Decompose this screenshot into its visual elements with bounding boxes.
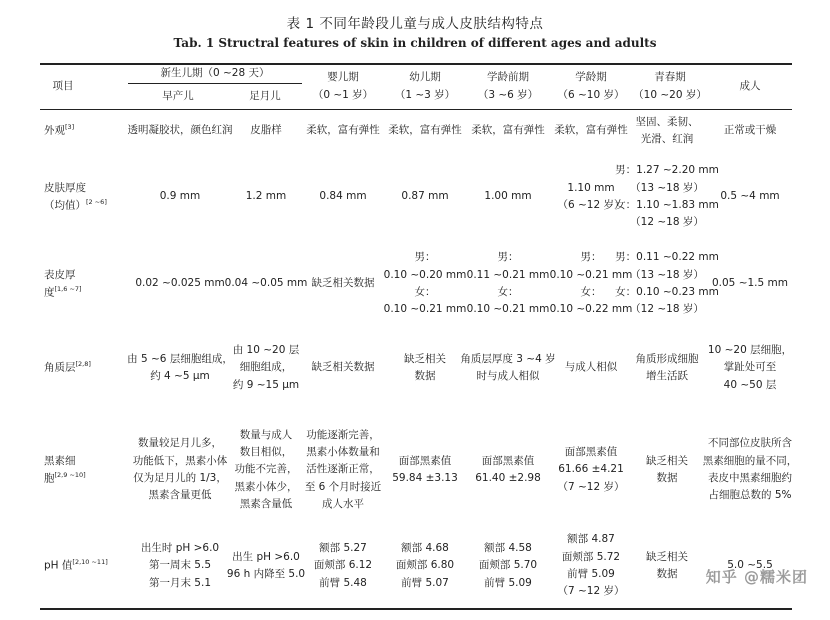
- cell-epidermis-thickness-col7: 男：0.11 ~0.22 mm （13 ~18 岁） 女：0.10 ~0.23 mm （12 ~18 岁）: [615, 251, 719, 316]
- cell-epidermis-thickness-col8: 0.05 ~1.5 mm: [711, 277, 788, 290]
- header-preterm: 早产儿: [162, 89, 194, 102]
- cell-appearance-col1: 透明凝胶状，颜色红润: [127, 124, 233, 137]
- cell-appearance-col8: 正常或干燥: [723, 124, 777, 137]
- header-youth: 青春期 （10 ~20 岁）: [633, 70, 707, 101]
- citation-ref: [2,9 ~10]: [54, 471, 86, 479]
- cell-ph-value-col5: 额部 4.58 面颊部 5.70 前臂 5.09: [478, 542, 538, 589]
- cell-melanocytes-col6: 面部黑素值 61.66 ±4.21 （7 ~12 岁）: [557, 446, 625, 493]
- cell-epidermis-thickness-col5: 男： 0.11 ~0.21 mm 女： 0.10 ~0.21 mm: [466, 251, 550, 316]
- cell-stratum-corneum-col5: 角质层厚度 3 ~4 岁 时与成人相似: [460, 352, 556, 382]
- cell-stratum-corneum-col8: 10 ~20 层细胞， 掌趾处可至 40 ~50 层: [707, 344, 793, 391]
- row-label-stratum-corneum: 角质层[2,8]: [44, 360, 91, 374]
- cell-stratum-corneum-col2: 由 10 ~20 层 细胞组成， 约 9 ~15 μm: [232, 344, 300, 391]
- cell-epidermis-thickness-col1: 0.02 ~0.025 mm: [135, 277, 225, 290]
- table-title-chinese: 表 1 不同年龄段儿童与成人皮肤结构特点: [286, 16, 544, 32]
- cell-ph-value-col7: 缺乏相关 数据: [646, 550, 688, 580]
- table-title-english: Tab. 1 Structral features of skin in children of different ages and adults: [173, 36, 657, 50]
- cell-melanocytes-col5: 面部黑素值 61.40 ±2.98: [475, 454, 541, 484]
- cell-epidermis-thickness-col6: 男： 0.10 ~0.21 mm 女： 0.10 ~0.22 mm: [549, 251, 633, 316]
- cell-ph-value-col1: 出生时 pH >6.0 第一周末 5.5 第一月末 5.1: [140, 542, 220, 589]
- cell-appearance-col6: 柔软，富有弹性: [554, 124, 628, 137]
- cell-melanocytes-col1: 数量较足月儿多， 功能低下，黑素小体 仅为足月儿的 1/3， 黑素含量更低: [132, 437, 228, 502]
- cell-skin-thickness-col2: 1.2 mm: [245, 190, 287, 203]
- row-label-melanocytes: 黑素细 胞[2,9 ~10]: [44, 454, 86, 485]
- cell-ph-value-col6: 额部 4.87 面颊部 5.72 前臂 5.09 （7 ~12 岁）: [557, 533, 625, 598]
- watermark: 知乎 @糯米团: [705, 568, 808, 586]
- cell-stratum-corneum-col4: 缺乏相关 数据: [404, 352, 446, 382]
- cell-appearance-col5: 柔软，富有弹性: [471, 124, 545, 137]
- cell-appearance-col3: 柔软，富有弹性: [306, 124, 380, 137]
- cell-melanocytes-col3: 功能逐渐完善， 黑素小体数量和 活性逐渐正常， 至 6 个月时接近 成人水平: [304, 428, 382, 510]
- header-bottom-rule: [40, 109, 792, 110]
- row-label-ph-value: pH 值[2,10 ~11]: [44, 558, 108, 572]
- cell-ph-value-col8: 5.0 ~5.5: [727, 559, 773, 572]
- cell-skin-thickness-col6: 1.10 mm （6 ~12 岁）: [557, 181, 625, 211]
- citation-ref: [3]: [65, 123, 75, 132]
- header-fullterm: 足月儿: [249, 89, 281, 102]
- citation-ref: [1,6 ~7]: [54, 285, 82, 293]
- cell-skin-thickness-col5: 1.00 mm: [484, 190, 532, 203]
- cell-skin-thickness-col4: 0.87 mm: [401, 190, 449, 203]
- row-label-epidermis-thickness: 表皮厚 度[1,6 ~7]: [44, 268, 82, 299]
- cell-appearance-col4: 柔软，富有弹性: [388, 124, 462, 137]
- header-preschool: 学龄前期 （3 ~6 岁）: [477, 70, 539, 101]
- citation-ref: [2 ~6]: [86, 198, 107, 206]
- header-toddler: 幼儿期 （1 ~3 岁）: [394, 70, 456, 101]
- citation-ref: [2,10 ~11]: [72, 558, 108, 567]
- cell-melanocytes-col2: 数量与成人 数目相似， 功能不完善， 黑素小体少， 黑素含量低: [234, 428, 298, 510]
- row-label-appearance: 外观[3]: [44, 123, 75, 137]
- cell-melanocytes-col7: 缺乏相关 数据: [646, 454, 688, 484]
- header-item: 项目: [52, 79, 74, 92]
- header-adult: 成人: [739, 79, 761, 92]
- header-school: 学龄期 （6 ~10 岁）: [557, 70, 625, 101]
- cell-appearance-col2: 皮脂样: [250, 124, 282, 137]
- cell-melanocytes-col8: 不同部位皮肤所含 黑素细胞的量不同， 表皮中黑素细胞约 占细胞总数的 5%: [702, 437, 798, 502]
- row-label-skin-thickness: 皮肤厚度 （均值）[2 ~6]: [44, 181, 107, 212]
- cell-stratum-corneum-col1: 由 5 ~6 层细胞组成， 约 4 ~5 μm: [127, 352, 233, 382]
- cell-stratum-corneum-col7: 角质形成细胞 增生活跃: [635, 352, 699, 382]
- citation-ref: [2,8]: [75, 360, 91, 369]
- cell-appearance-col7: 坚固、柔韧、 光滑、红润: [635, 115, 699, 145]
- table-bottom-rule: [40, 608, 792, 610]
- cell-ph-value-col4: 额部 4.68 面颊部 6.80 前臂 5.07: [395, 542, 455, 589]
- cell-melanocytes-col4: 面部黑素值 59.84 ±3.13: [392, 454, 458, 484]
- cell-ph-value-col2: 出生 pH >6.0 96 h 内降至 5.0: [226, 550, 306, 580]
- cell-skin-thickness-col7: 男：1.27 ~2.20 mm （13 ~18 岁） 女：1.10 ~1.83 mm （12 ~18 岁）: [615, 164, 719, 229]
- cell-skin-thickness-col8: 0.5 ~4 mm: [720, 190, 780, 203]
- cell-epidermis-thickness-col4: 男： 0.10 ~0.20 mm 女： 0.10 ~0.21 mm: [383, 251, 467, 316]
- cell-epidermis-thickness-col2: 0.04 ~0.05 mm: [224, 277, 308, 290]
- cell-skin-thickness-col1: 0.9 mm: [159, 190, 201, 203]
- header-infant: 婴儿期 （0 ~1 岁）: [312, 70, 374, 101]
- header-newborn: 新生儿期（0 ~28 天）: [160, 66, 270, 79]
- cell-epidermis-thickness-col3: 缺乏相关数据: [311, 277, 375, 290]
- cell-stratum-corneum-col3: 缺乏相关数据: [311, 361, 375, 374]
- cell-ph-value-col3: 额部 5.27 面颊部 6.12 前臂 5.48: [313, 542, 373, 589]
- cell-stratum-corneum-col6: 与成人相似: [564, 361, 618, 374]
- cell-skin-thickness-col3: 0.84 mm: [319, 190, 367, 203]
